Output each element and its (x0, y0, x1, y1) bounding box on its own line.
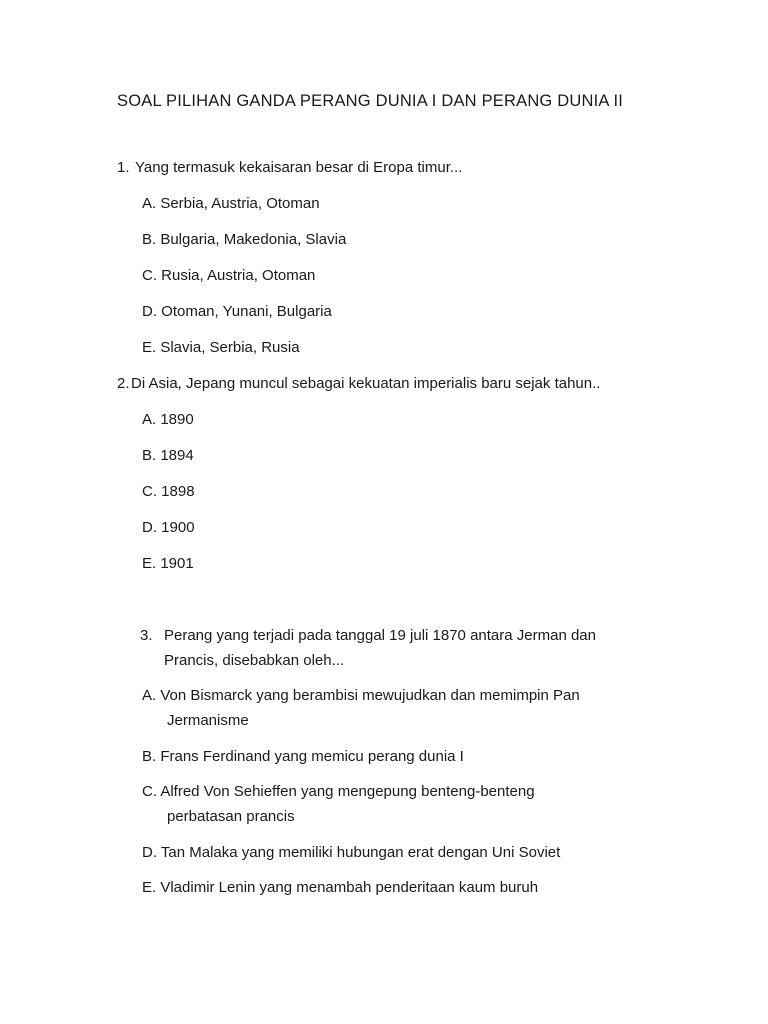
question-1-option-a: A. Serbia, Austria, Otoman (142, 195, 320, 212)
question-3-option-e: E. Vladimir Lenin yang menambah penderitaan kaum buruh (142, 879, 539, 896)
question-3-option-c-line2: perbatasan prancis (167, 808, 295, 825)
question-3-number: 3. (140, 627, 153, 644)
question-2-option-e: E. 1901 (142, 555, 194, 572)
question-1-number: 1. (117, 159, 130, 176)
page-title: SOAL PILIHAN GANDA PERANG DUNIA I DAN PERANG DUNIA II (117, 92, 624, 110)
question-1-option-e: E. Slavia, Serbia, Rusia (142, 339, 300, 356)
question-2-text: Di Asia, Jepang muncul sebagai kekuatan imperialis baru sejak tahun.. (131, 375, 601, 392)
question-1-text: Yang termasuk kekaisaran besar di Eropa timur... (135, 159, 463, 176)
question-3-text-line1: Perang yang terjadi pada tanggal 19 juli 1870 antara Jerman dan (164, 627, 596, 644)
question-1-option-b: B. Bulgaria, Makedonia, Slavia (142, 231, 347, 248)
question-2-option-c: C. 1898 (142, 483, 195, 500)
question-2-option-d: D. 1900 (142, 519, 195, 536)
question-1-option-d: D. Otoman, Yunani, Bulgaria (142, 303, 332, 320)
question-1-option-c: C. Rusia, Austria, Otoman (142, 267, 316, 284)
question-2-option-b: B. 1894 (142, 447, 194, 464)
question-3-option-c-line1: C. Alfred Von Sehieffen yang mengepung benteng-benteng (142, 783, 535, 800)
question-3-option-b: B. Frans Ferdinand yang memicu perang dunia I (142, 748, 464, 765)
question-3-text-line2: Prancis, disebabkan oleh... (164, 652, 345, 669)
question-3-option-d: D. Tan Malaka yang memiliki hubungan erat dengan Uni Soviet (142, 844, 561, 861)
question-3-option-a-line1: A. Von Bismarck yang berambisi mewujudkan dan memimpin Pan (142, 687, 580, 704)
question-3-option-a-line2: Jermanisme (167, 712, 249, 729)
question-2-option-a: A. 1890 (142, 411, 194, 428)
question-2-number: 2. (117, 375, 130, 392)
